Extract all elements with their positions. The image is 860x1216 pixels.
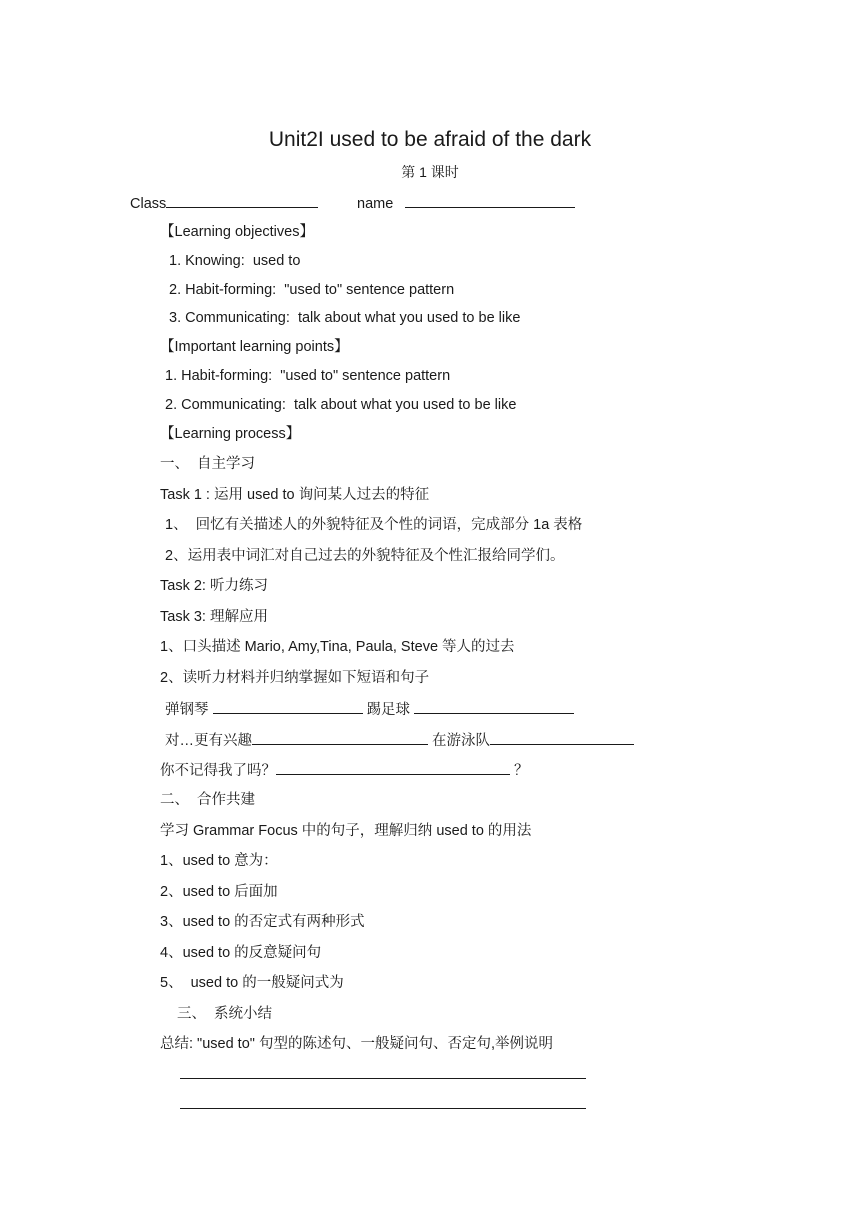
task1-item: 1、 回忆有关描述人的外貌特征及个性的词语，完成部分 1a 表格 (165, 517, 583, 533)
page-title: Unit2I used to be afraid of the dark (268, 128, 592, 151)
important-item: 1. Habit-forming: "used to" sentence pattern (165, 368, 451, 384)
process-heading: 【Learning process】 (160, 426, 301, 442)
summary-prompt: 总结: "used to" 句型的陈述句、一般疑问句、否定句,举例说明 (160, 1036, 553, 1052)
phrase-remember-end: ？ (514, 763, 529, 779)
grammar-item: 2、used to 后面加 (160, 884, 278, 900)
grammar-intro: 学习 Grammar Focus 中的句子，理解归纳 used to 的用法 (160, 823, 532, 839)
section-cooperation: 二、 合作共建 (160, 792, 256, 808)
swim-team-blank[interactable] (490, 730, 634, 745)
objectives-heading: 【Learning objectives】 (160, 224, 314, 240)
answer-line[interactable] (180, 1078, 586, 1079)
phrase-row (165, 730, 634, 750)
class-blank[interactable] (166, 193, 318, 208)
phrase-swim-team: 在游泳队 (432, 733, 491, 749)
phrase-row (160, 760, 529, 780)
class-label: Class (130, 196, 167, 212)
important-item: 2. Communicating: talk about what you used to be like (165, 397, 517, 413)
phrase-piano: 弹钢琴 (165, 702, 209, 718)
task2-label: Task 2: 听力练习 (160, 578, 268, 594)
lesson-period: 第 1 课时 (401, 164, 459, 180)
phrase-row (165, 699, 574, 719)
phrase-soccer: 踢足球 (366, 702, 411, 718)
interested-blank[interactable] (252, 730, 428, 745)
phrase-interested: 对…更有兴趣 (165, 733, 252, 749)
important-heading: 【Important learning points】 (160, 339, 349, 355)
grammar-item: 1、used to 意为： (160, 853, 278, 869)
soccer-blank[interactable] (414, 699, 574, 714)
phrase-remember: 你不记得我了吗？ (160, 763, 276, 779)
objective-item: 3. Communicating: talk about what you used to be like (169, 310, 521, 326)
name-row (357, 193, 575, 213)
task3-item: 2、读听力材料并归纳掌握如下短语和句子 (160, 670, 430, 686)
class-row (130, 193, 318, 213)
task1-label: Task 1 : 运用 used to 询问某人过去的特征 (160, 487, 430, 503)
grammar-item: 3、used to 的否定式有两种形式 (160, 914, 365, 930)
name-label: name (357, 196, 394, 212)
remember-blank[interactable] (276, 760, 510, 775)
task1-item: 2、运用表中词汇对自己过去的外貌特征及个性汇报给同学们。 (165, 548, 565, 564)
task3-label: Task 3: 理解应用 (160, 609, 268, 625)
section-summary: 三、 系统小结 (177, 1006, 273, 1022)
task3-item: 1、口头描述 Mario, Amy,Tina, Paula, Steve 等人的过去 (160, 639, 515, 655)
section-self-study: 一、 自主学习 (160, 456, 256, 472)
objective-item: 1. Knowing: used to (169, 253, 301, 269)
name-blank[interactable] (405, 193, 575, 208)
objective-item: 2. Habit-forming: "used to" sentence pattern (169, 282, 455, 298)
piano-blank[interactable] (213, 699, 363, 714)
grammar-item: 4、used to 的反意疑问句 (160, 945, 322, 961)
grammar-item: 5、 used to 的一般疑问式为 (160, 975, 344, 991)
answer-line[interactable] (180, 1108, 586, 1109)
